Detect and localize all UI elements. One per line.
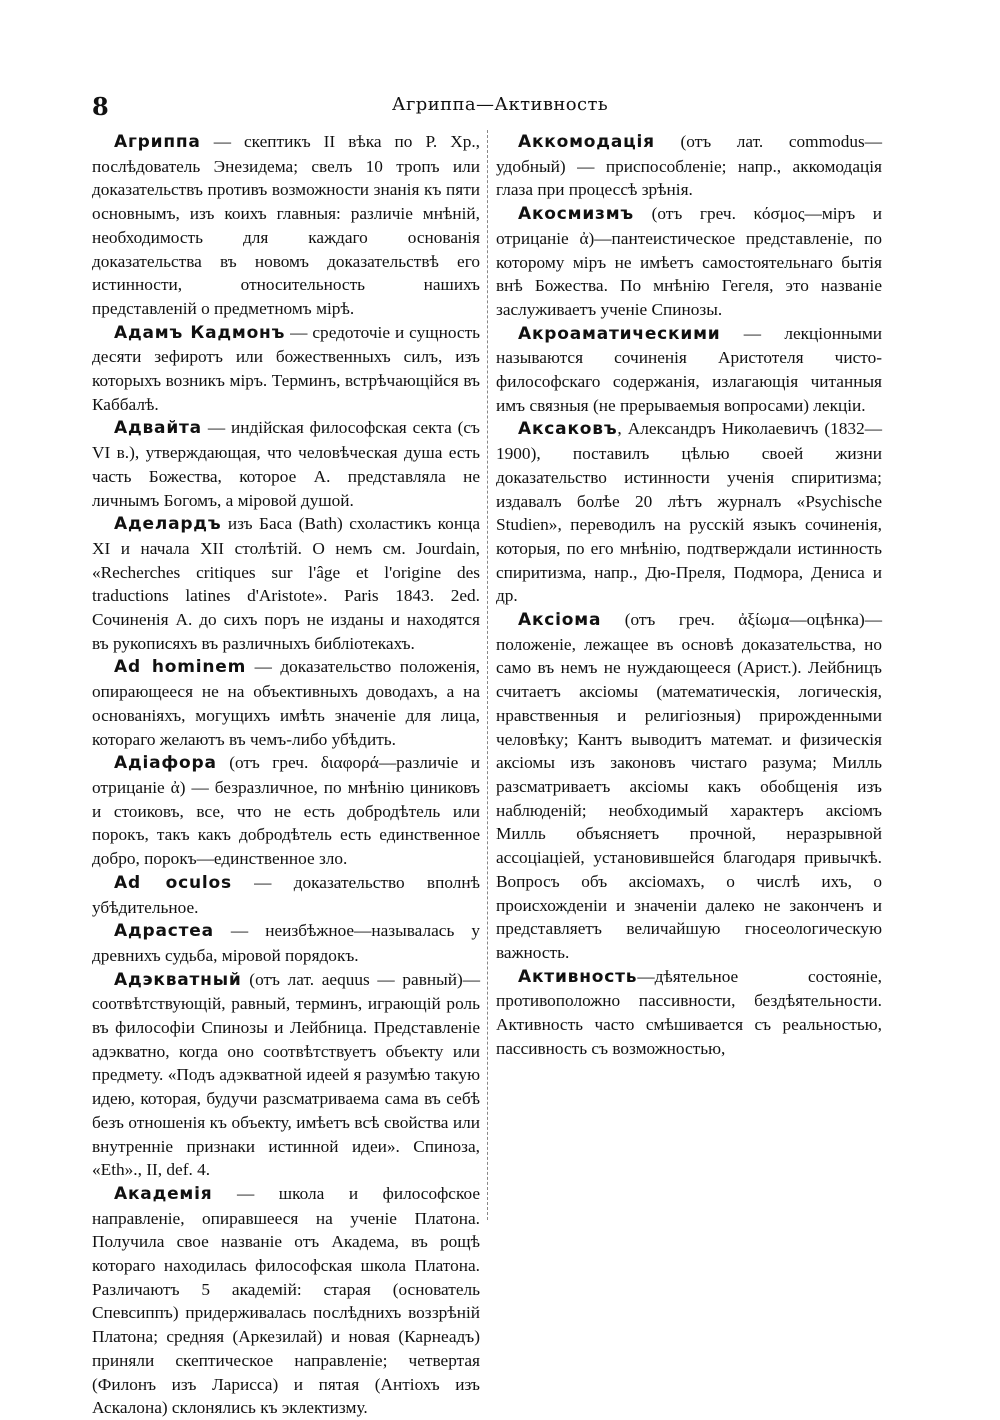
entry-text: — школа и философское направленіе, опиравшееся на ученіе Платона. Получила свое названіе отъ Академа, въ рощѣ котораго находилась философская школа Платона. Различаютъ 5 академій: старая (основатель Спевсиппъ) придерживалась послѣднихъ воззрѣній Платона; средняя (Аркезилай) и новая (Карнеадъ) приняли скептическое направленіе; четвертая (Филонъ изъ Ларисса) и пятая (Антіохъ изъ Аскалона) склонялись къ эклектизму. <box>92 1183 480 1418</box>
entry-headword: Адрастеа <box>114 921 214 942</box>
entry-adelard <box>92 512 480 655</box>
entry-headword: Адэкватный <box>114 969 242 990</box>
entry-headword: Аксаковъ <box>518 419 618 440</box>
entry-headword: Ad hominem <box>114 657 247 678</box>
entry-text: — лекціонными называются сочиненія Аристотеля чисто-философскаго содержанія, излагающія читанныя имъ связныя (не прерываемыя вопросами) лекціи. <box>496 323 882 415</box>
entry-text: — доказательство положенія, опирающееся не на объективныхъ доводахъ, а на основаніяхъ, могущихъ имѣть значеніе для лица, котораго желаютъ въ чемъ-либо убѣдить. <box>92 657 480 749</box>
entry-headword: Аделардъ <box>114 514 222 535</box>
entry-headword: Адамъ Кадмонъ <box>114 322 286 343</box>
entry-text: — неизбѣжное—называлась у древнихъ судьба, міровой порядокъ. <box>92 921 480 965</box>
entry-text: — доказательство вполнѣ убѣдительное. <box>92 872 480 917</box>
entry-aktivnost <box>496 965 882 1061</box>
entry-akroamaticheskimi <box>496 322 882 418</box>
running-title: Агриппа—Активность <box>391 94 609 115</box>
entry-headword: Адіафора <box>114 753 217 774</box>
entry-text: (отъ греч. κόσμος—міръ и отрицаніе ἀ)—пантеистическое представленіе, по которому міръ не имѣетъ самостоятельнаго бытія внѣ Божества. По мнѣнію Гегеля, это названіе заслуживаетъ ученіе Спинозы. <box>496 204 882 319</box>
entry-text: —дѣятельное состояніе, противоположно пассивности, бездѣятельности. Активность часто смѣшивается съ реальностью, пассивность съ возможностью, <box>496 966 882 1058</box>
entry-headword: Акосмизмъ <box>518 204 635 225</box>
entry-adrastea <box>92 919 480 967</box>
entry-adam-kadmon <box>92 321 480 417</box>
entry-aksakov <box>496 417 882 608</box>
entry-advaita <box>92 416 480 512</box>
entry-headword: Аксіома <box>518 610 602 631</box>
dictionary-columns <box>92 130 882 1418</box>
entry-text: (отъ лат. commodus—удобный) — приспособленіе; напр., аккомодація глаза при процессѣ зрѣнія. <box>496 132 882 200</box>
entry-agrippa <box>92 130 480 321</box>
entry-adiafora <box>92 751 480 871</box>
entry-text: , Александръ Николаевичъ (1832—1900), поставилъ цѣлью своей жизни доказательство истинности ученія спиритизма; издавалъ болѣе 20 лѣтъ журналъ «Psychische Studien», переводилъ на русскій языкъ сочиненія, которыя, по его мнѣнію, подтверждали истинность спиритизма, напр., Дю-Преля, Подмора, Дениса и др. <box>496 419 882 606</box>
entry-ad-oculos <box>92 871 480 919</box>
entry-text: — средоточіе и сущность десяти зефиротъ или божественныхъ силъ, изъ которыхъ возникъ міръ. Терминъ, встрѣчающійся въ Каббалѣ. <box>92 322 480 414</box>
entry-text: (отъ лат. aequus — равный)—соотвѣтствующій, равный, терминъ, играющій роль въ философіи Спинозы и Лейбница. Представленіе адэкватно, когда оно соотвѣтствуетъ объекту или предмету. «Подъ адэкватной идеей я разумѣю такую идею, которая, будучи разсматриваема сама въ себѣ безъ отношенія къ объекту, имѣетъ всѣ свойства или внутренніе признаки истинной идеи». Спиноза, «Eth»., II, def. 4. <box>92 969 480 1180</box>
entry-headword: Академія <box>114 1183 213 1204</box>
entry-adekvatny <box>92 968 480 1182</box>
entry-text: изъ Баса (Bath) схоластикъ конца XI и начала XII столѣтій. О немъ см. Jourdain, «Recherches critiques sur l'âge et l'origine des traductions latines d'Aristote». Paris 1843. 2ed. Сочиненія А. до сихъ поръ не изданы и находятся въ рукописяхъ въ различныхъ библіотекахъ. <box>92 514 480 653</box>
page-number: 8 <box>92 92 109 121</box>
entry-headword: Акроаматическими <box>518 323 721 344</box>
entry-text: (отъ греч. διαφορά—различіе и отрицаніе ἀ) — безразличное, по мнѣнію циниковъ и стоиковъ, все, что не есть добродѣтель или порокъ, такъ какъ добродѣтель есть единственное добро, порокъ—единственное зло. <box>92 753 480 869</box>
entry-ad-hominem <box>92 655 480 751</box>
entry-text: (отъ греч. ἀξίωμα—оцѣнка)—положеніе, лежащее въ основѣ доказательства, но само въ немъ не нуждающееся (Арист.). Лейбницъ считаетъ аксіомы (математическія, логическія, нравственныя и религіозныя) прирожденными человѣку; Кантъ выводитъ математ. и физическія аксіомы изъ законовъ чистаго разума; Милль разсматриваетъ аксіомы какъ обобщенія изъ наблюденій; необходимый характеръ аксіомъ Милль объясняетъ прочной, неразрывной ассоціаціей, установившейся благодаря привычкѣ. Вопросъ объ аксіомахъ, о числѣ ихъ, о происхожденіи и значеніи далеко не законченъ и представляетъ величайшую гносеологическую важность. <box>496 610 882 962</box>
entry-akosmizm <box>496 202 882 322</box>
entry-akkomodatsia <box>496 130 882 202</box>
entry-headword: Адвайта <box>114 418 202 439</box>
entry-headword: Аккомодація <box>518 132 655 152</box>
right-column <box>487 130 882 1220</box>
entry-text: — индійская философская секта (съ VI в.), утверждающая, что человѣческая душа есть часть Божества, которое А. представляла не личнымъ Богомъ, а міровой душой. <box>92 418 480 510</box>
entry-aksioma <box>496 608 882 965</box>
entry-akademia <box>92 1182 480 1420</box>
left-column <box>92 130 480 1418</box>
entry-text: — скептикъ II вѣка по Р. Хр., послѣдователь Энезидема; свелъ 10 тропъ или доказательствъ противъ возможности знанія къ пяти основнымъ, изъ коихъ главныя: различіе мнѣній, необходимость для каждаго основанія доказательства въ новомъ доказательствѣ его истинности, относительность нашихъ представленій о предметномъ мірѣ. <box>92 132 480 318</box>
entry-headword: Ad oculos <box>114 872 232 893</box>
entry-headword: Агриппа <box>114 132 201 152</box>
entry-headword: Активность <box>518 966 638 987</box>
